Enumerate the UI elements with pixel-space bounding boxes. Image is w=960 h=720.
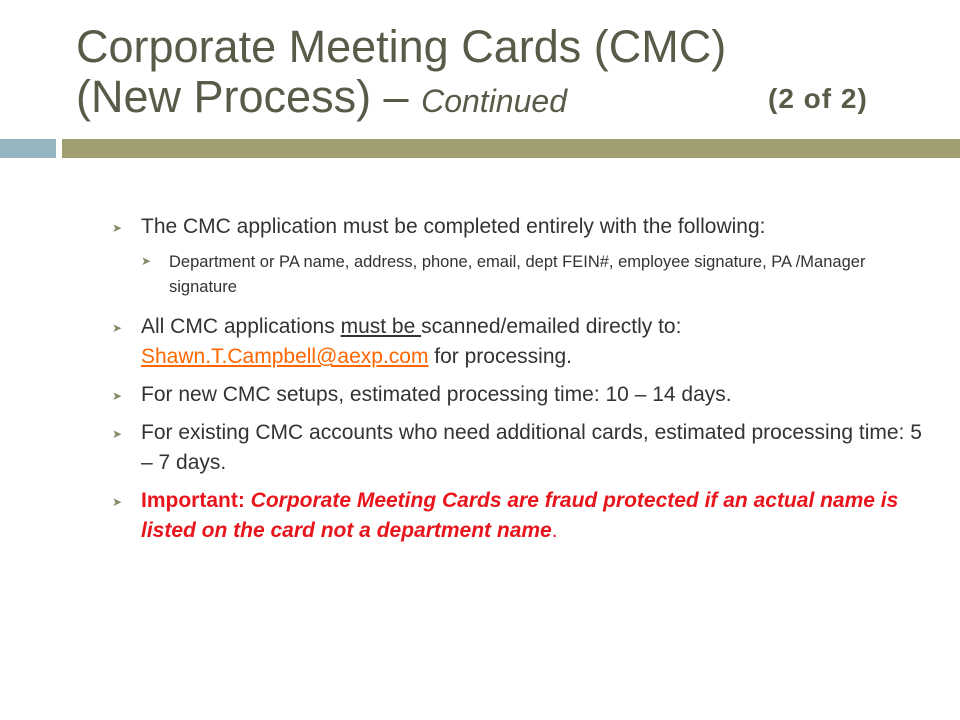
title-line-2 — [76, 72, 936, 126]
header-bar-left — [0, 139, 56, 158]
sub-bullet-required-fields — [141, 250, 922, 300]
title-continued: Continued — [421, 83, 567, 119]
arrow-bullet-icon: ➤ — [112, 221, 123, 235]
slide-content — [112, 212, 922, 554]
slide-title — [76, 22, 936, 126]
bullet-text-post: scanned/emailed directly to: — [421, 315, 682, 338]
sub-bullet-text: Department or PA name, address, phone, email, dept FEIN#, employee signature, PA /Manager signature — [169, 253, 866, 296]
bullet-existing-accounts-time — [112, 418, 922, 478]
arrow-bullet-icon: ➤ — [141, 254, 152, 268]
bullet-text-underlined: must be — [340, 315, 422, 338]
arrow-bullet-icon: ➤ — [112, 495, 123, 509]
important-text: Corporate Meeting Cards are fraud protected if an actual name is listed on the card not a department name — [141, 489, 899, 542]
important-period: . — [551, 519, 558, 542]
bullet-scan-email — [112, 312, 922, 372]
bullet-text: For new CMC setups, estimated processing time: 10 – 14 days. — [141, 383, 732, 406]
slide-counter: (2 of 2) — [768, 83, 868, 114]
bullet-important-fraud — [112, 486, 922, 546]
important-label: Important: — [141, 489, 251, 512]
title-line-2-text: (New Process) – — [76, 71, 422, 122]
bullet-text: For existing CMC accounts who need additional cards, estimated processing time: 5 – 7 days. — [141, 421, 922, 474]
bullet-application-complete — [112, 212, 922, 242]
email-link[interactable]: Shawn.T.Campbell@aexp.com — [141, 345, 429, 368]
important-text-wrap — [141, 489, 898, 542]
bullet-text: The CMC application must be completed entirely with the following: — [141, 215, 766, 238]
bullet-text-tail: for processing. — [428, 345, 573, 368]
arrow-bullet-icon: ➤ — [112, 427, 123, 441]
arrow-bullet-icon: ➤ — [112, 389, 123, 403]
header-bar-right — [62, 139, 960, 158]
bullet-text-pre: All CMC applications — [141, 315, 341, 338]
title-line-1: Corporate Meeting Cards (CMC) — [76, 21, 727, 72]
bullet-new-setup-time — [112, 380, 922, 410]
arrow-bullet-icon: ➤ — [112, 321, 123, 335]
